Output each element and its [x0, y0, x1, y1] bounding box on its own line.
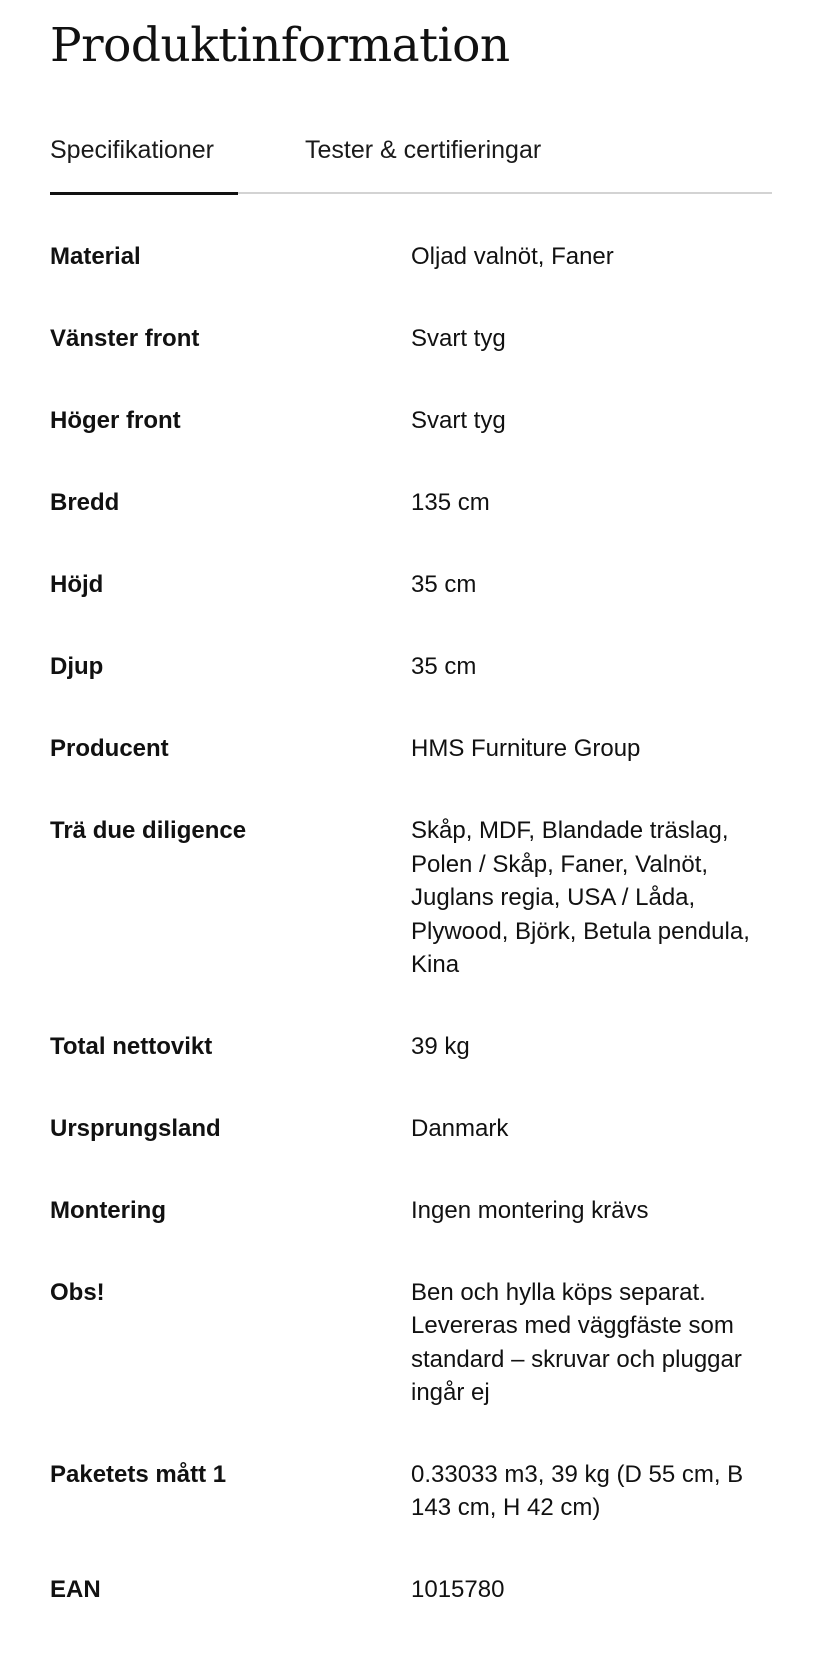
spec-value: 39 kg	[411, 1032, 470, 1060]
tab-bar	[50, 130, 772, 194]
spec-value: HMS Furniture Group	[411, 735, 641, 762]
spec-row-wood-due-diligence	[50, 814, 772, 982]
spec-value: 0.33033 m3, 39 kg (D 55 cm, B 143 cm, H 42 cm)	[411, 1460, 744, 1521]
spec-value: Ingen montering krävs	[411, 1196, 649, 1224]
product-info-section	[50, 0, 772, 1603]
spec-row-producer	[50, 732, 772, 766]
spec-row-material	[50, 240, 772, 274]
spec-label: Bredd	[50, 489, 120, 516]
spec-value: Svart tyg	[411, 325, 506, 352]
spec-label: Total nettovikt	[50, 1032, 213, 1060]
spec-value: 35 cm	[411, 653, 477, 680]
spec-row-note	[50, 1276, 772, 1410]
tab-specifications[interactable]: Specifikationer	[50, 130, 238, 195]
spec-row-assembly	[50, 1194, 772, 1228]
spec-row-width	[50, 486, 772, 520]
spec-label: Montering	[50, 1196, 166, 1224]
spec-value: Svart tyg	[411, 407, 506, 434]
spec-value: 1015780	[411, 1575, 505, 1603]
spec-label: Trä due diligence	[50, 817, 247, 844]
spec-value: Ben och hylla köps separat. Levereras med väggfäste som standard – skruvar och pluggar ingår ej	[411, 1278, 742, 1406]
spec-label: Vänster front	[50, 325, 200, 352]
spec-row-ean	[50, 1573, 772, 1607]
spec-row-left-front	[50, 322, 772, 356]
spec-value: Skåp, MDF, Blandade träslag, Polen / Skåp, Faner, Valnöt, Juglans regia, USA / Låda, Plywood, Björk, Betula pendula, Kina	[411, 817, 750, 978]
spec-label: EAN	[50, 1575, 101, 1603]
spec-label: Producent	[50, 735, 169, 762]
tab-tests-certifications[interactable]: Tester & certifieringar	[305, 136, 542, 164]
spec-row-country-of-origin	[50, 1112, 772, 1146]
spec-row-package-dimensions	[50, 1458, 772, 1525]
spec-label: Höger front	[50, 407, 181, 434]
spec-label: Ursprungsland	[50, 1114, 221, 1142]
spec-value: 35 cm	[411, 571, 477, 598]
spec-label: Material	[50, 243, 141, 270]
spec-label: Höjd	[50, 571, 104, 598]
spec-row-right-front	[50, 404, 772, 438]
spec-label: Paketets mått 1	[50, 1460, 227, 1488]
spec-row-net-weight	[50, 1030, 772, 1064]
page-title: Produktinformation	[50, 18, 510, 73]
spec-value: Danmark	[411, 1114, 509, 1142]
spec-row-height	[50, 568, 772, 602]
spec-label: Obs!	[50, 1278, 105, 1306]
spec-value: 135 cm	[411, 489, 490, 516]
spec-row-depth	[50, 650, 772, 684]
spec-label: Djup	[50, 653, 104, 680]
specifications-table	[50, 240, 772, 1655]
spec-value: Oljad valnöt, Faner	[411, 243, 614, 270]
